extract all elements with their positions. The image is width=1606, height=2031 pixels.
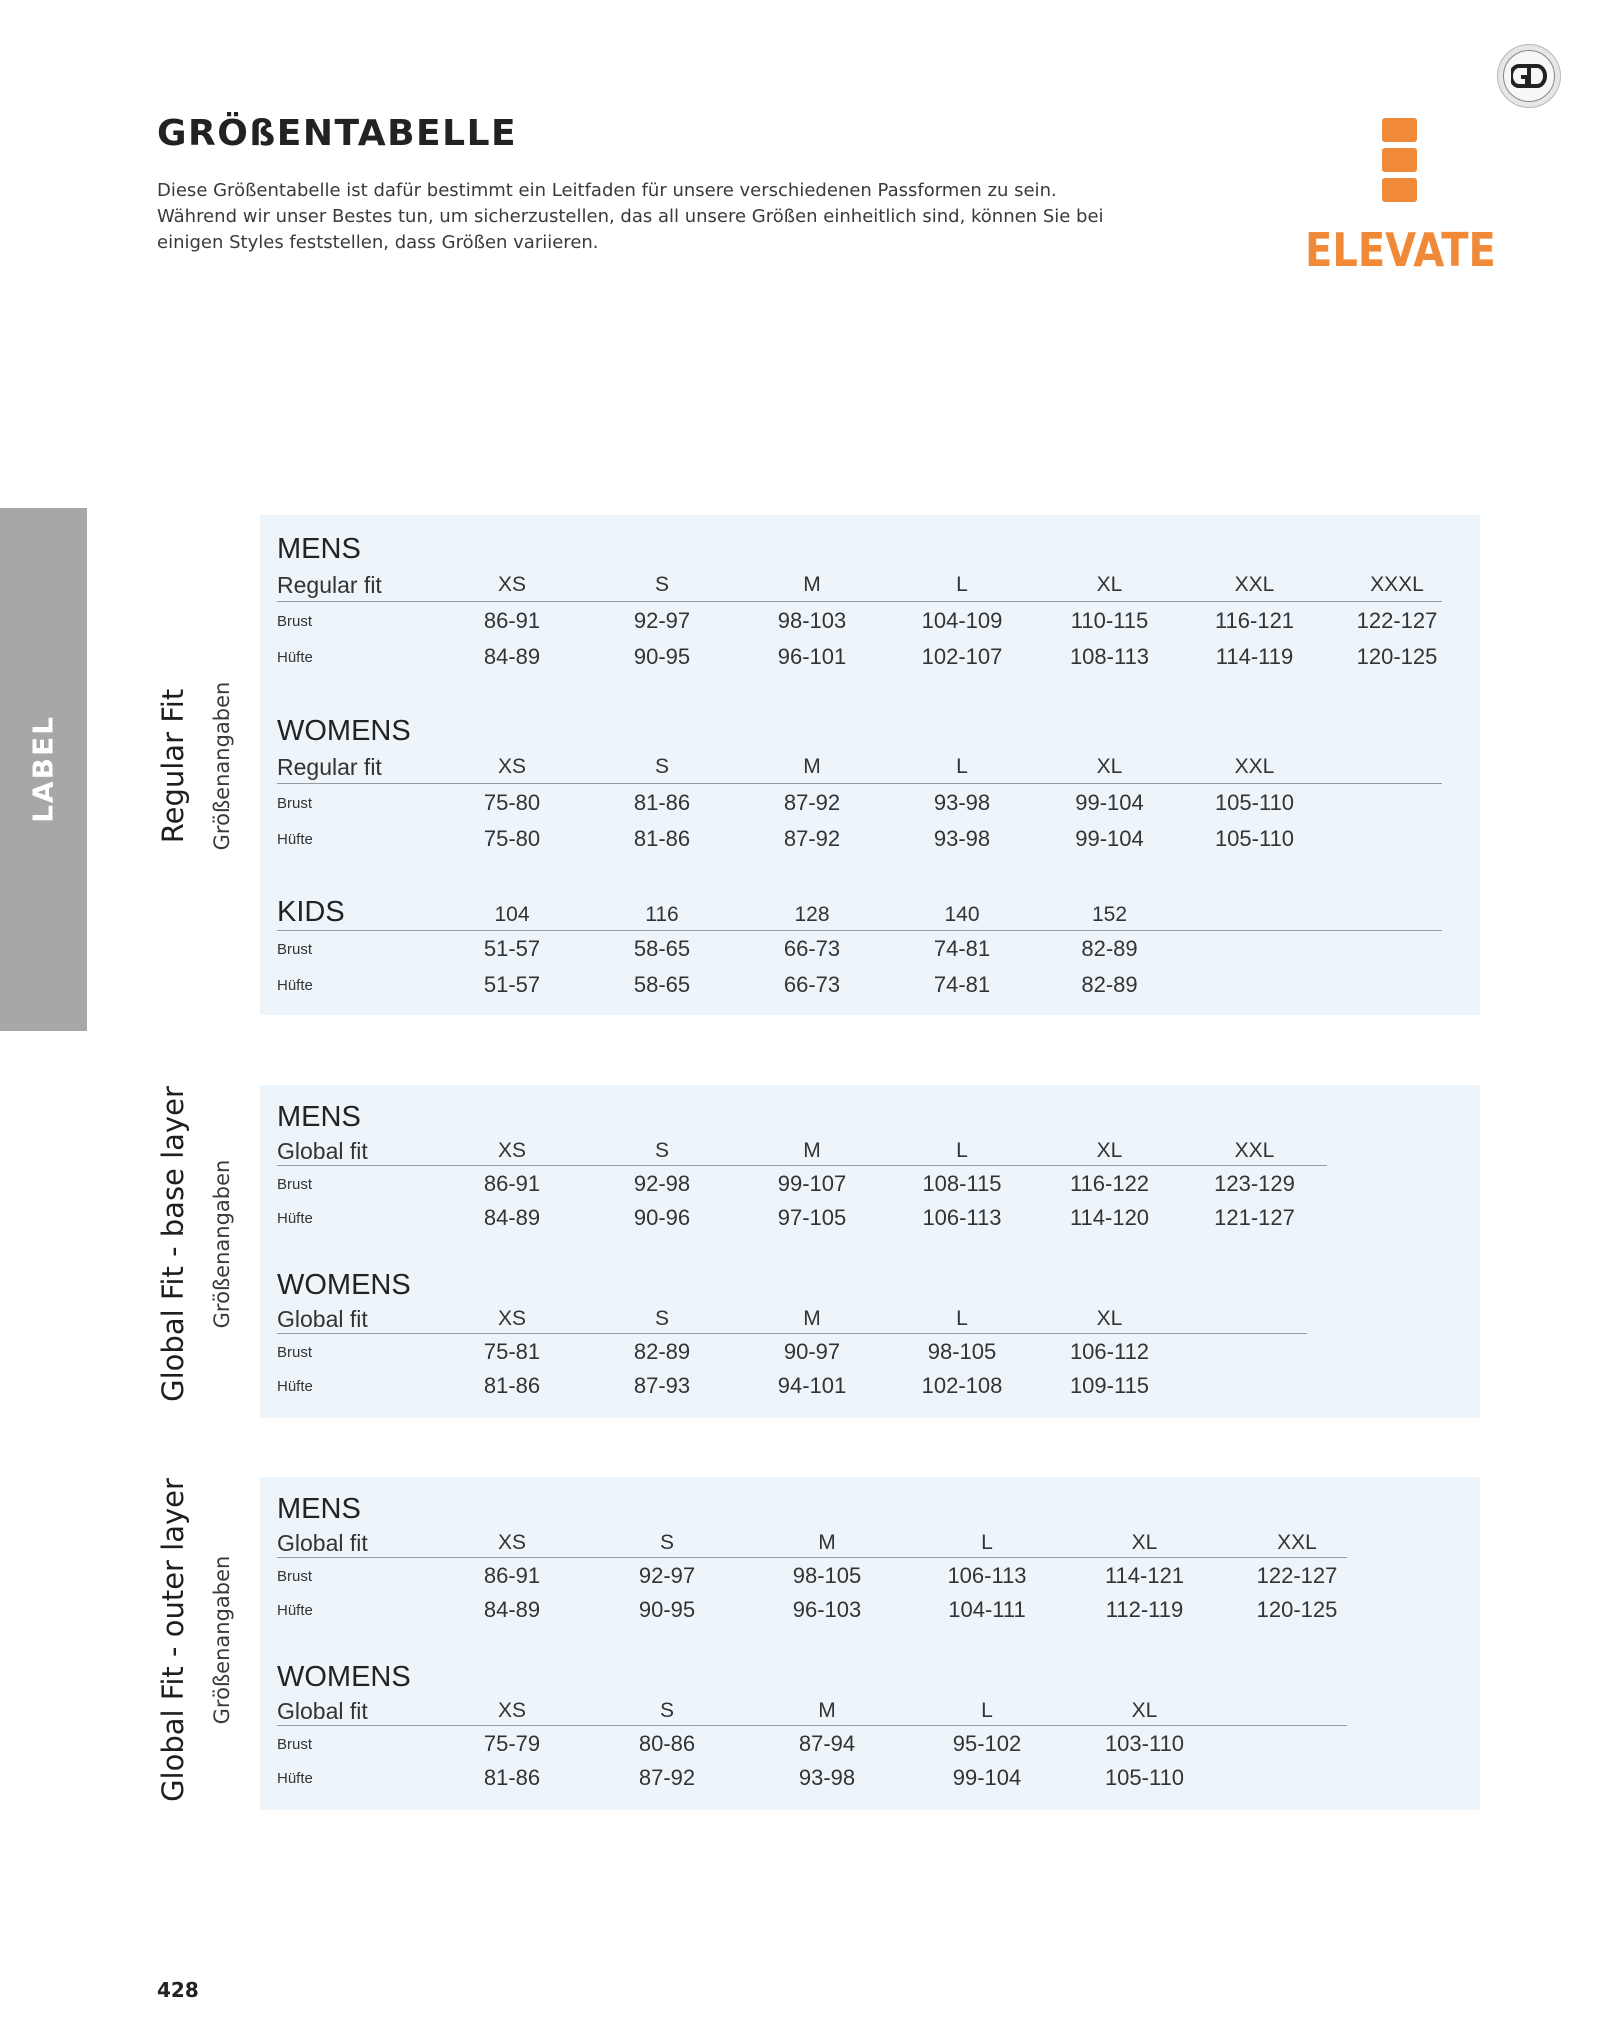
row-label: Hüfte [277,648,313,666]
section-tab [0,508,87,1031]
logo-block [1382,148,1417,172]
fit-label: Global fit [277,1697,368,1724]
cell: 92-97 [633,608,691,633]
gd-logo-inner [1503,50,1555,102]
fit-label: Global fit [277,1137,368,1164]
cell: 92-97 [638,1563,696,1588]
cell: 99-107 [777,1171,847,1196]
cell: 90-95 [638,1597,696,1622]
table-row [277,639,1467,675]
size-header-row [277,1527,1372,1559]
mens-table [277,1491,1372,1627]
size-col: XS [497,1531,526,1554]
size-header-row [277,893,1182,931]
cell: 75-80 [483,790,541,815]
size-col: S [654,1139,669,1162]
size-col: XL [1131,1531,1158,1554]
size-col: XXXL [1370,573,1424,596]
intro-line: Diese Größentabelle ist dafür bestimmt ein Leitfaden für unsere verschiedenen Passformen zu sein. [157,180,1057,201]
elevate-logo [1305,115,1495,280]
size-col: XL [1096,1307,1123,1330]
gd-glyph-icon [1511,62,1547,90]
mens-table [277,531,1467,675]
table-row [277,1593,1372,1627]
cell: 82-89 [633,1339,691,1364]
cell: 93-98 [933,790,991,815]
size-col: 128 [794,903,830,926]
cell: 87-93 [633,1373,691,1398]
size-col: XL [1096,573,1123,596]
group-title: MENS [277,533,361,565]
cell: 81-86 [633,826,691,851]
table-row [277,967,1182,1003]
table-row [277,931,1182,967]
size-col: XXL [1234,573,1275,596]
cell: 98-105 [927,1339,997,1364]
cell: 75-81 [483,1339,541,1364]
cell: 122-127 [1356,608,1438,633]
cell: 98-103 [777,608,847,633]
cell: 82-89 [1081,972,1138,997]
global-outer-panel [260,1477,1480,1810]
section-title-regular-fit: Regular Fit [156,688,190,844]
group-title: KIDS [277,896,345,928]
size-header-row [277,1303,1182,1335]
cell: 74-81 [933,936,991,961]
row-label: Brust [277,940,313,958]
size-col: S [659,1699,674,1722]
table-row [277,821,1327,857]
row-label: Brust [277,1343,313,1361]
row-label: Hüfte [277,976,313,994]
cell: 87-92 [783,826,841,851]
row-label: Brust [277,1567,313,1585]
size-col: L [981,1699,993,1722]
kids-table [277,893,1182,1003]
cell: 58-65 [633,936,691,961]
table-row [277,1727,1222,1761]
cell: 51-57 [483,936,541,961]
table-row [277,1201,1327,1235]
size-col: XXL [1277,1531,1317,1554]
size-col: L [956,755,968,778]
cell: 99-104 [1075,790,1144,815]
womens-table [277,713,1327,857]
cell: 120-125 [1356,644,1438,669]
size-col: S [654,1307,669,1330]
cell: 66-73 [783,936,841,961]
size-col: M [803,1139,821,1162]
table-row [277,1559,1372,1593]
cell: 87-94 [798,1731,856,1756]
cell: 90-97 [783,1339,841,1364]
cell: 116-121 [1214,608,1295,633]
cell: 123-129 [1214,1171,1295,1196]
table-row [277,1369,1182,1403]
cell: 58-65 [633,972,691,997]
cell: 102-107 [921,644,1003,669]
cell: 103-110 [1104,1731,1185,1756]
cell: 122-127 [1256,1563,1338,1588]
cell: 84-89 [483,644,541,669]
size-col: XL [1131,1699,1158,1722]
group-title: WOMENS [277,1661,411,1693]
cell: 87-92 [638,1765,696,1790]
logo-block [1382,118,1417,142]
logo-block [1382,178,1417,202]
row-label: Hüfte [277,830,313,848]
cell: 93-98 [798,1765,856,1790]
group-title: MENS [277,1493,361,1525]
cell: 106-112 [1069,1339,1150,1364]
cell: 51-57 [483,972,541,997]
regular-fit-panel [260,515,1480,1015]
intro-text [157,178,1257,256]
cell: 81-86 [483,1373,541,1398]
table-row [277,785,1327,821]
cell: 104-111 [948,1597,1026,1622]
cell: 75-80 [483,826,541,851]
row-label: Brust [277,1175,313,1193]
size-col: XS [497,755,526,778]
cell: 90-95 [633,644,691,669]
cell: 114-121 [1104,1563,1185,1588]
cell: 84-89 [483,1205,541,1230]
cell: 108-113 [1069,644,1150,669]
size-col: XS [497,1307,526,1330]
cell: 92-98 [633,1171,691,1196]
cell: 105-110 [1214,790,1295,815]
table-row [277,1335,1182,1369]
size-col: M [803,1307,821,1330]
cell: 110-115 [1070,608,1149,633]
global-base-panel [260,1085,1480,1418]
row-label: Brust [277,794,313,812]
cell: 98-105 [792,1563,862,1588]
cell: 93-98 [933,826,991,851]
womens-table [277,1659,1222,1795]
womens-table [277,1267,1182,1403]
cell: 121-127 [1214,1205,1295,1230]
row-label: Hüfte [277,1377,313,1395]
size-col: XXL [1234,755,1275,778]
size-header-row [277,1695,1222,1727]
cell: 80-86 [638,1731,696,1756]
cell: 105-110 [1214,826,1295,851]
group-title: MENS [277,1101,361,1133]
size-header-row [277,749,1327,785]
size-header-row [277,567,1467,603]
size-col: XS [497,573,526,596]
size-col: XL [1096,1139,1123,1162]
cell: 99-104 [1075,826,1144,851]
cell: 66-73 [783,972,841,997]
row-label: Brust [277,612,313,630]
cell: 86-91 [483,1171,541,1196]
cell: 105-110 [1104,1765,1185,1790]
cell: 90-96 [633,1205,691,1230]
cell: 82-89 [1081,936,1138,961]
cell: 81-86 [483,1765,541,1790]
size-col: M [818,1531,836,1554]
cell: 114-119 [1215,644,1294,669]
fit-label: Global fit [277,1529,368,1556]
size-col: 116 [645,903,679,926]
table-row [277,1761,1222,1795]
cell: 74-81 [933,972,991,997]
fit-label: Regular fit [277,571,382,598]
row-label: Brust [277,1735,313,1753]
size-col: S [659,1531,674,1554]
size-col: L [956,1139,968,1162]
cell: 114-120 [1069,1205,1150,1230]
intro-line: Während wir unser Bestes tun, um sicherzustellen, das all unsere Größen einheitlich sind, können Sie bei [157,206,1104,227]
size-col: M [803,755,821,778]
cell: 108-115 [922,1171,1002,1196]
cell: 96-103 [792,1597,862,1622]
cell: 86-91 [483,1563,541,1588]
size-col: S [654,573,669,596]
size-col: XS [497,1699,526,1722]
section-title-global-base: Global Fit - base layer [156,1086,190,1402]
cell: 75-79 [483,1731,541,1756]
section-subtitle: Größenangaben [210,1555,234,1725]
cell: 87-92 [783,790,841,815]
table-row [277,1167,1327,1201]
size-col: XS [497,1139,526,1162]
cell: 94-101 [777,1373,847,1398]
section-subtitle: Größenangaben [210,681,234,851]
section-title-global-outer: Global Fit - outer layer [156,1478,190,1802]
cell: 84-89 [483,1597,541,1622]
cell: 106-113 [922,1205,1002,1230]
group-title: WOMENS [277,715,411,747]
cell: 120-125 [1256,1597,1338,1622]
page-number: 428 [157,1978,199,2002]
cell: 116-122 [1069,1171,1150,1196]
cell: 86-91 [483,608,541,633]
row-label: Hüfte [277,1601,313,1619]
cell: 109-115 [1069,1373,1150,1398]
group-title: WOMENS [277,1269,411,1301]
size-col: 104 [494,903,530,926]
cell: 95-102 [952,1731,1022,1756]
row-label: Hüfte [277,1209,313,1227]
fit-label: Global fit [277,1305,368,1332]
cell: 112-119 [1105,1597,1184,1622]
cell: 97-105 [777,1205,847,1230]
fit-label: Regular fit [277,753,382,780]
size-col: XL [1096,755,1123,778]
size-col: M [818,1699,836,1722]
size-col: S [654,755,669,778]
size-col: XXL [1234,1139,1275,1162]
cell: 81-86 [633,790,691,815]
size-col: 152 [1091,903,1128,926]
brand-name: ELEVATE [1305,224,1496,278]
cell: 104-109 [921,608,1003,633]
size-col: L [981,1531,993,1554]
section-subtitle: Größenangaben [210,1159,234,1329]
size-col: 140 [944,903,980,926]
size-col: M [803,573,821,596]
cell: 96-101 [777,644,847,669]
cell: 99-104 [952,1765,1022,1790]
size-col: L [956,573,968,596]
gd-logo-icon [1498,45,1560,107]
size-col: L [956,1307,968,1330]
size-header-row [277,1135,1327,1167]
tab-label: LABEL [26,715,60,823]
table-row [277,603,1467,639]
row-label: Hüfte [277,1769,313,1787]
cell: 106-113 [947,1563,1027,1588]
mens-table [277,1099,1327,1235]
cell: 102-108 [921,1373,1003,1398]
intro-line: einigen Styles feststellen, dass Größen variieren. [157,232,599,253]
page-title: GRÖßENTABELLE [157,113,518,154]
